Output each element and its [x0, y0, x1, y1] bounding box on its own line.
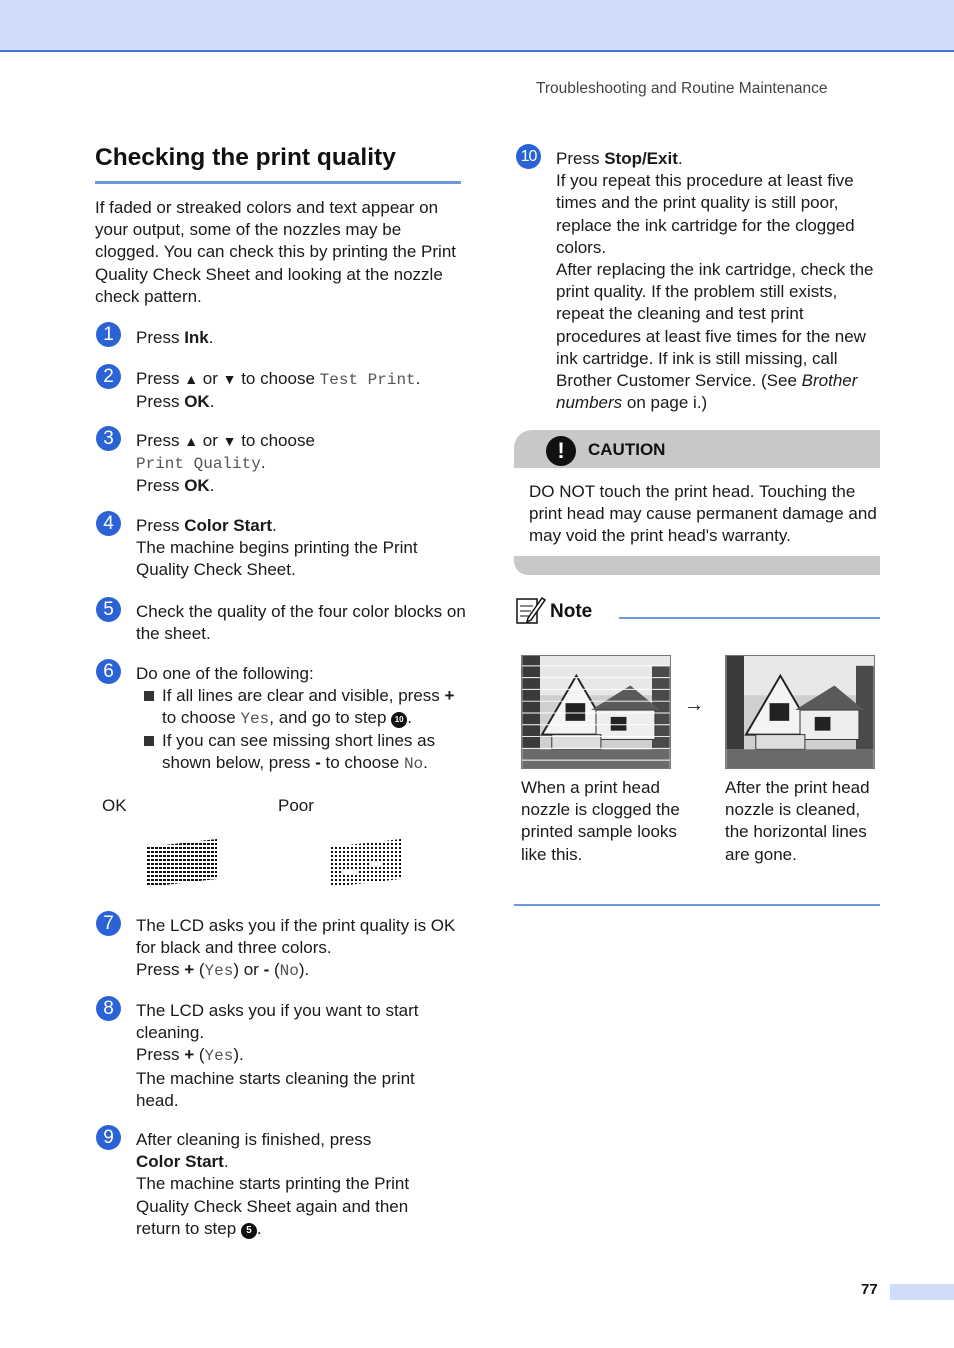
step-3-text: Press ▲ or ▼ to choose Print Quality. Press OK.: [136, 431, 315, 496]
step-7-text: The LCD asks you if the print quality is OK for black and three colors. Press + (Yes) or - (No).: [136, 916, 456, 981]
step-4-number: 4: [96, 511, 121, 536]
pattern-ok-label: OK: [102, 796, 127, 815]
note-bottom-rule: [514, 904, 880, 906]
step-ref-5-icon: 5: [241, 1223, 257, 1239]
nozzle-pattern-ok-image: [147, 839, 217, 887]
step-6-number: 6: [96, 659, 121, 684]
up-arrow-icon: ▲: [184, 433, 199, 449]
step-9-number: 9: [96, 1125, 121, 1150]
house-photo-cleaned-image: [725, 655, 875, 769]
section-title: Checking the print quality: [95, 144, 396, 171]
note-pencil-icon: [516, 596, 546, 624]
step-7-number: 7: [96, 911, 121, 936]
bullet-marker: [144, 691, 154, 701]
page-number: 77: [861, 1281, 878, 1298]
step-8-number: 8: [96, 996, 121, 1021]
step-6-text: Do one of the following:: [136, 664, 314, 683]
intro-paragraph: If faded or streaked colors and text appear on your output, some of the nozzles may be clogged. You can check this by printing the Print Quality Check Sheet and looking at the nozzle check pattern.: [95, 198, 457, 306]
caution-footer-bar: [514, 556, 880, 575]
up-arrow-icon: ▲: [184, 371, 199, 387]
caution-text: DO NOT touch the print head. Touching the print head may cause permanent damage and may void the print head's warranty.: [529, 482, 877, 546]
step-ref-10-icon: 10: [391, 712, 407, 728]
step-6-option-ok: If all lines are clear and visible, press + to choose Yes, and go to step 10 .: [162, 686, 455, 729]
down-arrow-icon: ▼: [222, 371, 237, 387]
right-arrow-icon: →: [684, 694, 704, 716]
step-9-text: After cleaning is finished, press Color Start. The machine starts printing the Print Quality Check Sheet again and then return to step 5 .: [136, 1130, 410, 1238]
step-6-option-poor: If you can see missing short lines as shown below, press - to choose No.: [162, 731, 436, 774]
note-caption-clogged: When a print head nozzle is clogged the printed sample looks like this.: [521, 778, 680, 864]
top-header-band: [0, 0, 954, 52]
house-photo-clogged-image: [521, 655, 671, 769]
step-3-number: 3: [96, 426, 121, 451]
title-underline: [95, 181, 461, 184]
step-10-number: 10: [516, 144, 541, 169]
page-number-band: [890, 1284, 954, 1300]
note-caption-cleaned: After the print head nozzle is cleaned, the horizontal lines are gone.: [725, 778, 870, 864]
caution-exclamation-icon: !: [546, 436, 576, 466]
note-label: Note: [550, 601, 593, 622]
step-10-text: Press Stop/Exit. If you repeat this procedure at least five times and the print quality is still poor, replace the ink cartridge for the clogged colors. After replacing the ink cartridge, check the print quality. If the problem still exists, repeat the cleaning and test print procedures at least five times for the new ink cartridge. If ink is still missing, call Brother Customer Service. (See Brother numbers on page i.): [556, 149, 874, 413]
step-4-text: Press Color Start. The machine begins printing the Print Quality Check Sheet.: [136, 516, 418, 580]
pattern-poor-label: Poor: [278, 796, 314, 815]
nozzle-pattern-poor-image: [331, 839, 401, 887]
step-5-text: Check the quality of the four color blocks on the sheet.: [136, 602, 466, 644]
running-header: Troubleshooting and Routine Maintenance: [536, 80, 828, 97]
step-1-text: Press Ink.: [136, 328, 214, 347]
step-2-number: 2: [96, 364, 121, 389]
step-5-number: 5: [96, 597, 121, 622]
note-title-rule: [619, 617, 880, 619]
step-8-text: The LCD asks you if you want to start cleaning. Press + (Yes). The machine starts cleaning the print head.: [136, 1001, 419, 1110]
caution-label: CAUTION: [588, 440, 666, 459]
step-1-number: 1: [96, 322, 121, 347]
step-2-text: Press ▲ or ▼ to choose Test Print. Press OK.: [136, 369, 421, 412]
bullet-marker: [144, 736, 154, 746]
down-arrow-icon: ▼: [222, 433, 237, 449]
